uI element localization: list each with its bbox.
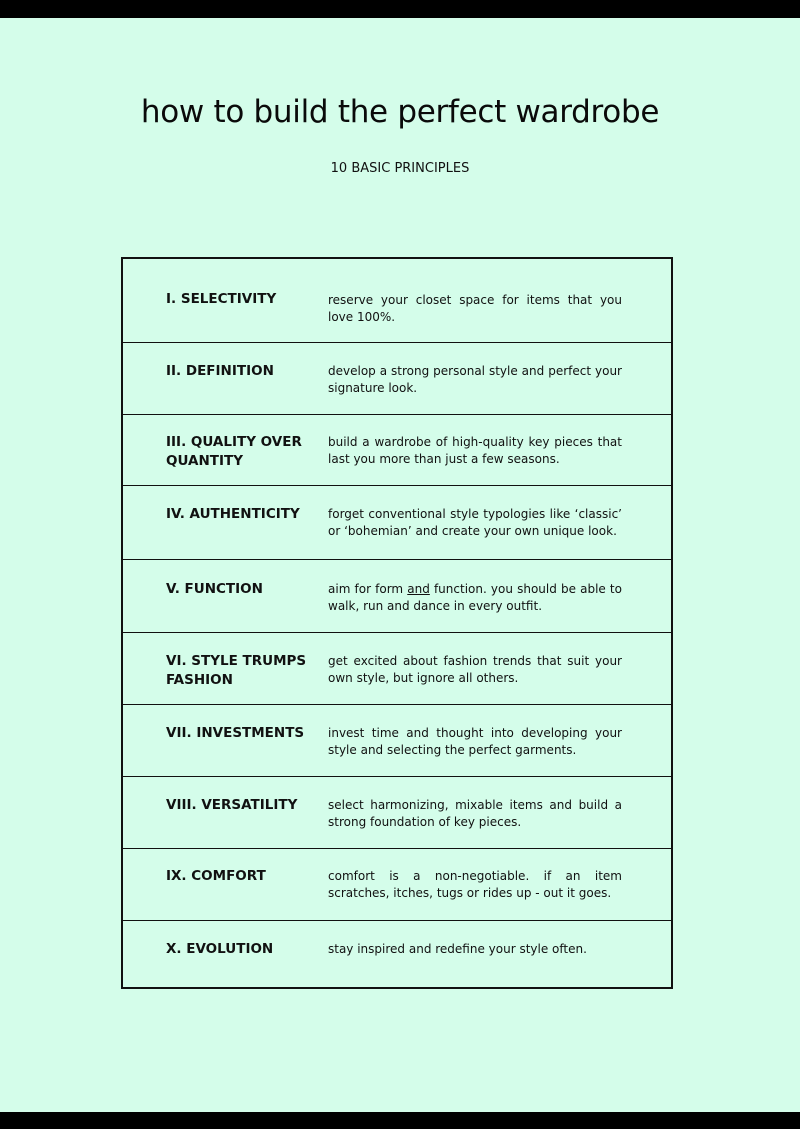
principle-row [123, 849, 671, 921]
page-subtitle: 10 BASIC PRINCIPLES [330, 161, 470, 176]
principle-row [123, 560, 671, 633]
principle-name: X. EVOLUTION [166, 941, 274, 957]
principle-row [123, 415, 671, 486]
principle-name: III. QUALITY OVER QUANTITY [166, 434, 302, 469]
principle-description: develop a strong personal style and perfect your signature look. [328, 364, 622, 395]
principle-name: VIII. VERSATILITY [166, 797, 298, 813]
principle-row [123, 633, 671, 705]
principle-name: IX. COMFORT [166, 868, 266, 884]
principle-description: invest time and thought into developing your style and selecting the perfect garments. [328, 726, 622, 757]
principle-name: IV. AUTHENTICITY [166, 506, 300, 522]
principle-name: I. SELECTIVITY [166, 291, 277, 307]
principle-name: VI. STYLE TRUMPS FASHION [166, 653, 307, 688]
description-text: function. you should be able to walk, run and dance in every outfit. [328, 582, 622, 613]
principle-row [123, 777, 671, 849]
principle-row [123, 921, 671, 987]
principle-description: stay inspired and redefine your style often. [328, 942, 587, 956]
principle-row [123, 486, 671, 560]
underlined-word: and [407, 582, 430, 596]
principle-row [123, 705, 671, 777]
principle-description: comfort is a non-negotiable. if an item scratches, itches, tugs or rides up - out it goes. [328, 869, 622, 900]
principle-name: VII. INVESTMENTS [166, 725, 305, 741]
principle-name: V. FUNCTION [166, 581, 263, 597]
principle-description: reserve your closet space for items that you love 100%. [328, 293, 622, 324]
principle-row [123, 259, 671, 343]
principles-table [121, 257, 673, 989]
principle-description: get excited about fashion trends that suit your own style, but ignore all others. [328, 654, 622, 685]
page-title: how to build the perfect wardrobe [140, 94, 660, 130]
principle-description [328, 581, 622, 615]
bottom-black-bar [0, 1112, 800, 1129]
top-black-bar [0, 0, 800, 18]
principle-row [123, 343, 671, 415]
principle-description: select harmonizing, mixable items and build a strong foundation of key pieces. [328, 798, 622, 829]
principle-description: build a wardrobe of high-quality key pieces that last you more than just a few seasons. [328, 435, 622, 466]
principle-description: forget conventional style typologies like ‘classic’ or ‘bohemian’ and create your own unique look. [328, 507, 622, 538]
description-text: aim for form [328, 582, 408, 596]
principle-name: II. DEFINITION [166, 363, 274, 379]
